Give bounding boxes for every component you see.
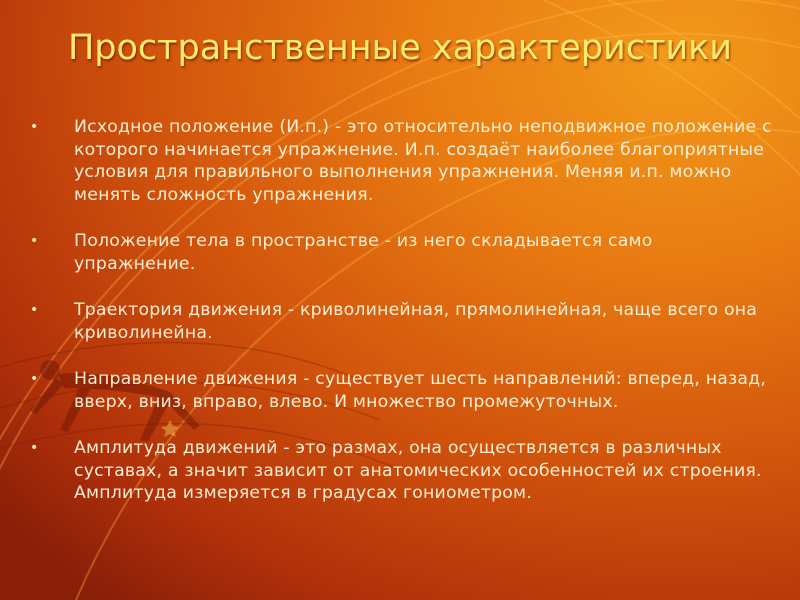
bullet-text: Исходное положение (И.п.) - это относительно неподвижное положение с которого начинается упражнение. И.п. создаёт наиболее благоприятные условия для правильного выполнения упражнения. Меняя и.п. можно менять сложность упражнения. bbox=[74, 117, 772, 205]
bullet-icon: • bbox=[30, 371, 39, 387]
bullet-text: Положение тела в пространстве - из него складывается само упражнение. bbox=[74, 231, 653, 274]
bullet-text: Траектория движения - криволинейная, прямолинейная, чаще всего она криволинейна. bbox=[74, 300, 758, 343]
bullet-text: Направление движения - существует шесть направлений: вперед, назад, вверх, вниз, вправо, влево. И множество промежуточных. bbox=[74, 369, 767, 412]
bullet-icon: • bbox=[30, 302, 39, 318]
bullet-text: Амплитуда движений - это размах, она осуществляется в различных суставах, а значит зависит от анатомических особенностей их строения. Амплитуда измеряется в градусах гониометром. bbox=[74, 438, 762, 503]
slide-title: Пространственные характеристики bbox=[67, 28, 733, 68]
list-item bbox=[30, 437, 778, 505]
list-item bbox=[30, 230, 778, 275]
list-item bbox=[30, 116, 778, 206]
list-item bbox=[30, 299, 778, 344]
bullet-icon: • bbox=[30, 119, 39, 135]
bullet-icon: • bbox=[30, 440, 39, 456]
bullet-icon: • bbox=[30, 233, 39, 249]
list-item bbox=[30, 368, 778, 413]
bullet-list bbox=[30, 116, 778, 529]
